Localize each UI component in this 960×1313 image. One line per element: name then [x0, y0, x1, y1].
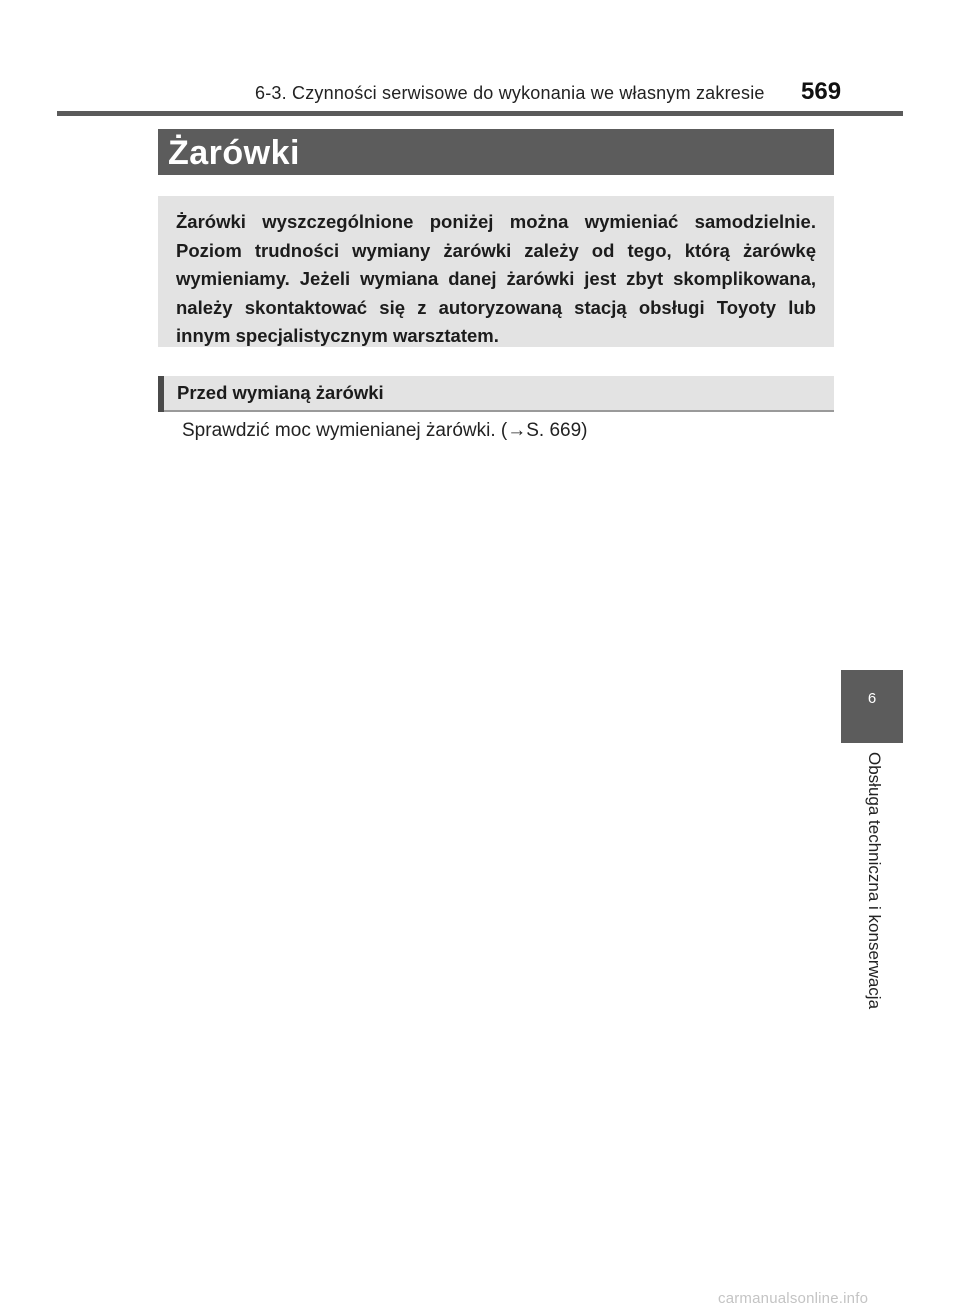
header-section-title: 6-3. Czynności serwisowe do wykonania we własnym zakresie: [255, 83, 765, 103]
section-title-bar: [158, 129, 834, 175]
chapter-number: 6: [867, 690, 877, 707]
subheading-bar: [158, 376, 834, 412]
intro-box: [158, 196, 834, 347]
subheading-text: Przed wymianą żarówki: [177, 382, 384, 403]
section-title: Żarówki: [168, 134, 300, 172]
running-header: [250, 80, 850, 106]
chapter-thumb-tab: [841, 670, 903, 743]
page-number: 569: [801, 78, 842, 105]
intro-text: Żarówki wyszczególnione poniżej można wymieniać samodzielnie. Poziom trudności wymiany żarówki zależy od tego, którą żarówkę wymieniamy. Jeżeli wymiana danej żarówki jest zbyt skomplikowana, należy skontaktować się z autoryzowaną stacją obsługi Toyoty lub innym specjalistycznym warsztatem.: [176, 211, 816, 346]
watermark: carmanualsonline.info: [718, 1290, 869, 1307]
subheading-accent: [158, 376, 164, 412]
chapter-title: Obsługa techniczna i konserwacja: [865, 752, 884, 1010]
body-text: Sprawdzić moc wymienianej żarówki. (→S. 669): [182, 420, 588, 441]
header-rule: [57, 111, 903, 116]
